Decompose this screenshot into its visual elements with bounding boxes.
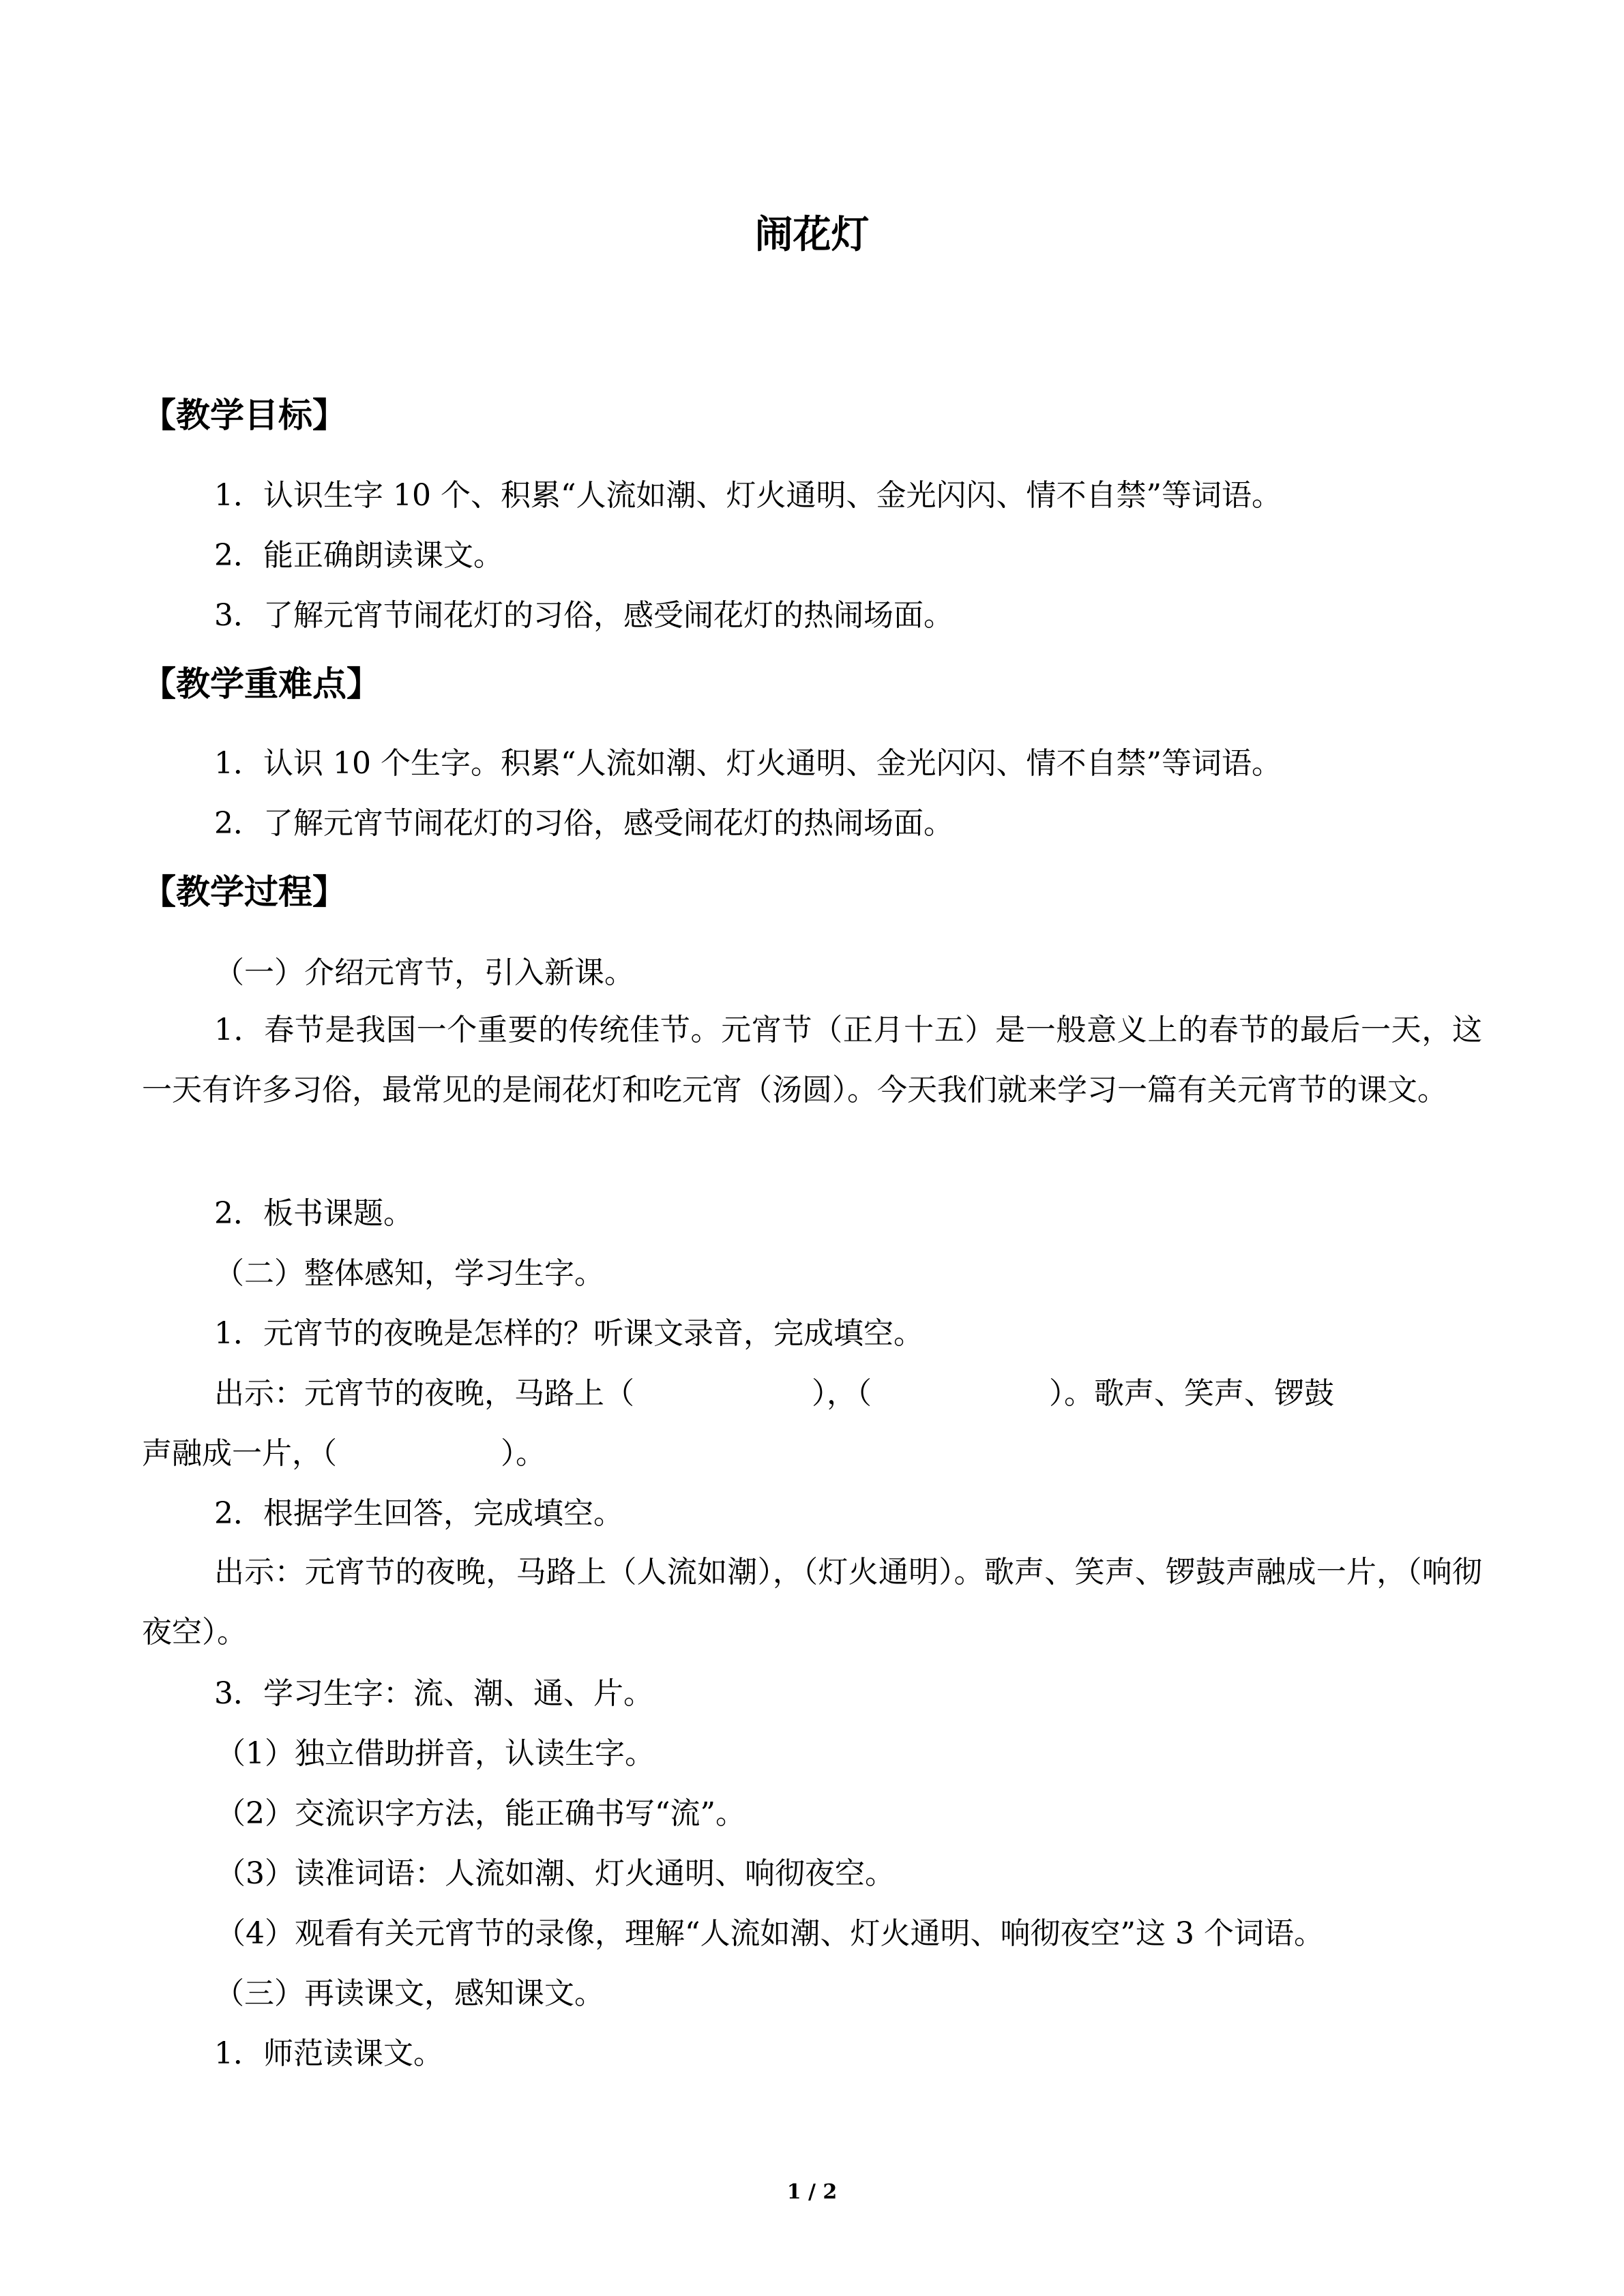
- process-step2-answer: 出示：元宵节的夜晚，马路上（人流如潮），（灯火通明）。歌声、笑声、锣鼓声融成一片，（响彻夜空）。: [142, 1555, 1482, 1650]
- process-step1-paragraph-2: 2．板书课题。: [214, 1196, 413, 1231]
- process-step2-sub-1: （1）独立借助拼音，认读生字。: [216, 1736, 655, 1771]
- fill-blank-text-1: 出示：元宵节的夜晚，马路上（: [214, 1376, 634, 1411]
- page-indicator: 1 / 2: [786, 2180, 838, 2204]
- section-heading-process: 【教学过程】: [142, 872, 346, 912]
- goal-item-3: 3．了解元宵节闹花灯的习俗，感受闹花灯的热闹场面。: [214, 598, 954, 633]
- goal-item-2: 2．能正确朗读课文。: [214, 538, 503, 573]
- key-point-item-1: 1．认识 10 个生字。积累“人流如潮、灯火通明、金光闪闪、情不自禁”等词语。: [214, 746, 1282, 781]
- process-step3-title: （三）再读课文，感知课文。: [214, 1976, 604, 2011]
- process-step2-title: （二）整体感知，学习生字。: [214, 1256, 604, 1291]
- document-title: 闹花灯: [754, 213, 870, 257]
- goal-item-1: 1．认识生字 10 个、积累“人流如潮、灯火通明、金光闪闪、情不自禁”等词语。: [214, 478, 1282, 513]
- process-step2-sub-4: （4）观看有关元宵节的录像，理解“人流如潮、灯火通明、响彻夜空”这 3 个词语。: [216, 1916, 1324, 1951]
- fill-blank-text-4: 声融成一片，（: [142, 1436, 337, 1471]
- key-point-item-2: 2．了解元宵节闹花灯的习俗，感受闹花灯的热闹场面。: [214, 806, 954, 841]
- process-step2-sub-3: （3）读准词语：人流如潮、灯火通明、响彻夜空。: [216, 1856, 895, 1891]
- process-step2-paragraph-1: 1．元宵节的夜晚是怎样的？听课文录音，完成填空。: [214, 1316, 924, 1351]
- fill-blank-line-1: [214, 1373, 1334, 1414]
- process-step2-paragraph-2: 2．根据学生回答，完成填空。: [214, 1496, 623, 1531]
- process-step1-paragraph-1: 1．春节是我国一个重要的传统佳节。元宵节（正月十五）是一般意义上的春节的最后一天，这一天有许多习俗，最常见的是闹花灯和吃元宵（汤圆）。今天我们就来学习一篇有关元宵节的课文。: [142, 1013, 1482, 1107]
- fill-blank-text-2: ），（: [812, 1376, 872, 1411]
- fill-blank-text-5: ）。: [501, 1436, 546, 1471]
- process-step3-paragraph-1: 1．师范读课文。: [214, 2036, 443, 2071]
- process-step2-sub-2: （2）交流识字方法，能正确书写“流”。: [216, 1796, 745, 1831]
- section-heading-key-points: 【教学重难点】: [142, 664, 381, 704]
- fill-blank-line-2: [142, 1433, 546, 1474]
- section-heading-goals: 【教学目标】: [142, 396, 346, 435]
- process-step1-title: （一）介绍元宵节，引入新课。: [214, 955, 634, 990]
- fill-blank-text-3: ）。歌声、笑声、锣鼓: [1049, 1376, 1334, 1411]
- process-step2-paragraph-3: 3．学习生字：流、潮、通、片。: [214, 1676, 653, 1711]
